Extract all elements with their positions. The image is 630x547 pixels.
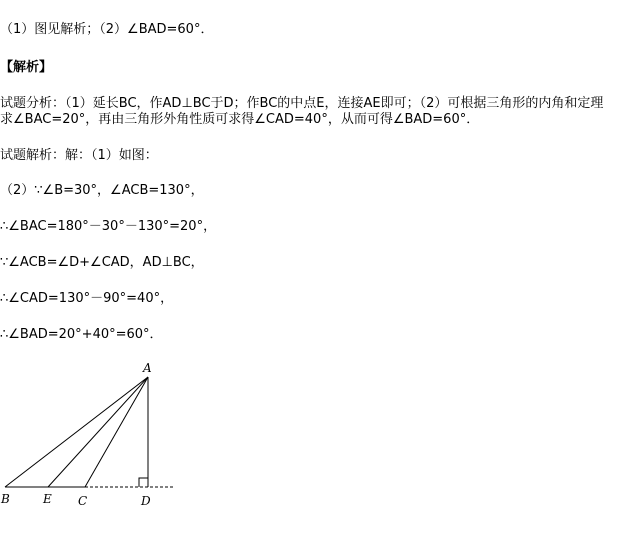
solution-step-5: ∴∠BAD=20°+40°=60°． (0, 327, 163, 342)
segment-ac (85, 377, 148, 487)
label-d: D (141, 494, 151, 508)
label-b: B (1, 492, 10, 506)
label-e: E (43, 492, 52, 506)
solution-step-1: （2）∵∠B=30°，∠ACB=130°， (0, 183, 204, 198)
label-c: C (78, 494, 88, 508)
analysis-header: 【解析】 (0, 60, 53, 75)
geometry-figure (0, 355, 200, 515)
solution-header: 试题解析：解：（1）如图： (0, 148, 158, 163)
label-a: A (143, 361, 152, 375)
solution-step-4: ∴∠CAD=130°－90°=40°， (0, 291, 174, 306)
solution-step-2: ∴∠BAC=180°－30°－130°=20°， (0, 219, 217, 234)
answer-line: （1）图见解析；（2）∠BAD=60°． (0, 22, 214, 37)
solution-step-3: ∵∠ACB=∠D+∠CAD，AD⊥BC， (0, 255, 204, 270)
analysis-line-2: 求∠BAC=20°，再由三角形外角性质可求得∠CAD=40°，从而可得∠BAD=60°． (0, 112, 480, 127)
right-angle-mark (139, 478, 148, 487)
segment-ae (48, 377, 148, 487)
analysis-line-1: 试题分析：（1）延长BC，作AD⊥BC于D；作BC的中点E，连接AE即可；（2）可根据三角形的内角和定理 (0, 96, 604, 111)
segment-ab (5, 377, 148, 487)
